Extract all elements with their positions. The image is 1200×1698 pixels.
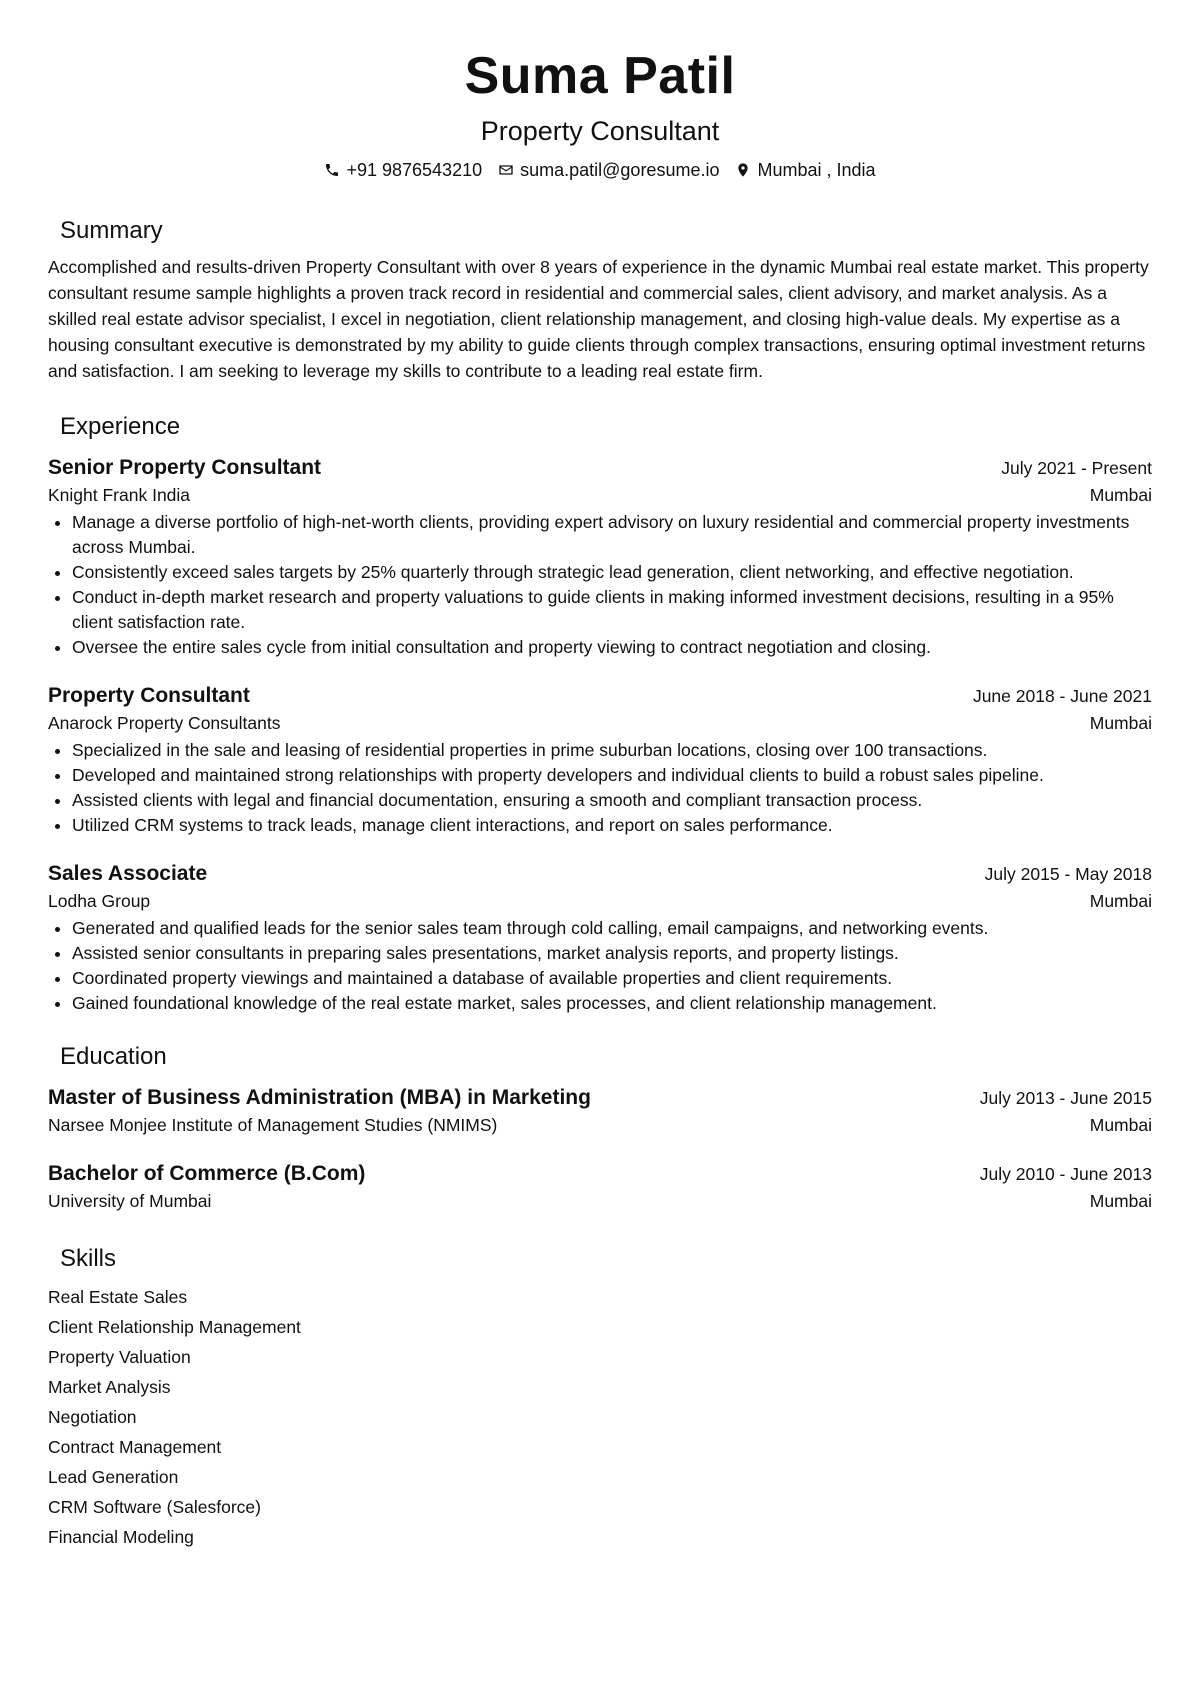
job-location: Mumbai bbox=[1089, 485, 1152, 505]
skill-item: Financial Modeling bbox=[48, 1527, 194, 1547]
contact-location bbox=[735, 158, 875, 182]
job-company: Knight Frank India bbox=[48, 485, 191, 505]
contact-bar bbox=[48, 158, 1152, 182]
job-bullet: • Coordinated property viewings and maintained a database of available properties and client requirements. bbox=[72, 966, 1152, 991]
school-location: Mumbai bbox=[1089, 1115, 1152, 1135]
skill-item: Client Relationship Management bbox=[48, 1317, 301, 1337]
job-location: Mumbai bbox=[1089, 713, 1152, 733]
resume-header bbox=[48, 0, 1152, 182]
skills-list bbox=[48, 1282, 1152, 1552]
experience-heading: Experience bbox=[60, 413, 181, 440]
email-text: suma.patil@goresume.io bbox=[520, 160, 720, 180]
summary-text: Accomplished and results-driven Property Consultant with over 8 years of experience in the dynamic Mumbai real estate market. This property consultant resume sample highlights a proven track record in residential and commercial sales, client advisory, and market analysis. As a skilled real estate advisor specialist, I excel in negotiation, client relationship management, and closing high-value deals. My expertise as a housing consultant executive is demonstrated by my ability to guide clients through complex transactions, ensuring optimal investment returns and satisfaction. I am seeking to leverage my skills to contribute to a leading real estate firm. bbox=[48, 257, 1149, 381]
skill-item: Market Analysis bbox=[48, 1377, 171, 1397]
map-pin-icon bbox=[735, 162, 751, 178]
candidate-name: Suma Patil bbox=[464, 47, 736, 105]
school-name: University of Mumbai bbox=[48, 1191, 212, 1211]
job-date: July 2015 - May 2018 bbox=[984, 864, 1152, 884]
job-bullet: • Assisted clients with legal and financial documentation, ensuring a smooth and compliant transaction process. bbox=[72, 788, 1152, 813]
skills-heading: Skills bbox=[60, 1245, 117, 1272]
job-date: July 2021 - Present bbox=[1001, 458, 1152, 478]
skill-item: Lead Generation bbox=[48, 1467, 179, 1487]
summary-section bbox=[48, 216, 1152, 384]
job-bullet: • Oversee the entire sales cycle from initial consultation and property viewing to contract negotiation and closing. bbox=[72, 635, 1152, 660]
job-bullet: • Manage a diverse portfolio of high-net-worth clients, providing expert advisory on luxury residential and commercial property investments across Mumbai. bbox=[72, 510, 1152, 560]
job-title: Sales Associate bbox=[48, 862, 208, 885]
job-bullet: • Developed and maintained strong relationships with property developers and individual clients to build a robust sales pipeline. bbox=[72, 763, 1152, 788]
degree-title: Bachelor of Commerce (B.Com) bbox=[48, 1162, 366, 1185]
job-bullets bbox=[48, 738, 1152, 838]
degree-title: Master of Business Administration (MBA) in Marketing bbox=[48, 1086, 591, 1109]
job-bullet: • Specialized in the sale and leasing of residential properties in prime suburban locations, closing over 100 transactions. bbox=[72, 738, 1152, 763]
skill-item: Negotiation bbox=[48, 1407, 137, 1427]
job-entry bbox=[48, 860, 1152, 1016]
job-date: June 2018 - June 2021 bbox=[972, 686, 1152, 706]
job-bullet: • Consistently exceed sales targets by 25% quarterly through strategic lead generation, client networking, and effective negotiation. bbox=[72, 560, 1152, 585]
job-bullet: • Gained foundational knowledge of the real estate market, sales processes, and client relationship management. bbox=[72, 991, 1152, 1016]
education-section bbox=[48, 1042, 1152, 1214]
contact-email[interactable] bbox=[498, 158, 719, 182]
candidate-title: Property Consultant bbox=[480, 116, 720, 146]
phone-icon bbox=[324, 162, 340, 178]
job-bullet: • Utilized CRM systems to track leads, manage client interactions, and report on sales performance. bbox=[72, 813, 1152, 838]
job-location: Mumbai bbox=[1089, 891, 1152, 911]
job-company: Lodha Group bbox=[48, 891, 151, 911]
job-title: Property Consultant bbox=[48, 684, 250, 707]
skill-item: Contract Management bbox=[48, 1437, 222, 1457]
summary-heading: Summary bbox=[60, 217, 163, 244]
school-name: Narsee Monjee Institute of Management Studies (NMIMS) bbox=[48, 1115, 498, 1135]
education-date: July 2010 - June 2013 bbox=[979, 1164, 1152, 1184]
phone-text: +91 9876543210 bbox=[346, 160, 483, 180]
job-bullets bbox=[48, 916, 1152, 1016]
school-location: Mumbai bbox=[1089, 1191, 1152, 1211]
location-text: Mumbai , India bbox=[757, 160, 876, 180]
job-bullet: • Conduct in-depth market research and property valuations to guide clients in making informed investment decisions, resulting in a 95% client satisfaction rate. bbox=[72, 585, 1152, 635]
education-entry bbox=[48, 1084, 1152, 1138]
contact-phone[interactable] bbox=[324, 158, 482, 182]
experience-section bbox=[48, 412, 1152, 1016]
education-date: July 2013 - June 2015 bbox=[979, 1088, 1152, 1108]
job-bullet: • Assisted senior consultants in preparing sales presentations, market analysis reports, and property listings. bbox=[72, 941, 1152, 966]
skill-item: Real Estate Sales bbox=[48, 1287, 188, 1307]
job-entry bbox=[48, 682, 1152, 838]
job-bullet: • Generated and qualified leads for the senior sales team through cold calling, email campaigns, and networking events. bbox=[72, 916, 1152, 941]
skill-item: CRM Software (Salesforce) bbox=[48, 1497, 261, 1517]
skill-item: Property Valuation bbox=[48, 1347, 191, 1367]
job-bullets bbox=[48, 510, 1152, 660]
job-company: Anarock Property Consultants bbox=[48, 713, 281, 733]
education-heading: Education bbox=[60, 1043, 167, 1070]
job-title: Senior Property Consultant bbox=[48, 456, 322, 479]
skills-section bbox=[48, 1244, 1152, 1552]
education-entry bbox=[48, 1160, 1152, 1214]
job-entry bbox=[48, 454, 1152, 660]
envelope-icon bbox=[498, 162, 514, 178]
